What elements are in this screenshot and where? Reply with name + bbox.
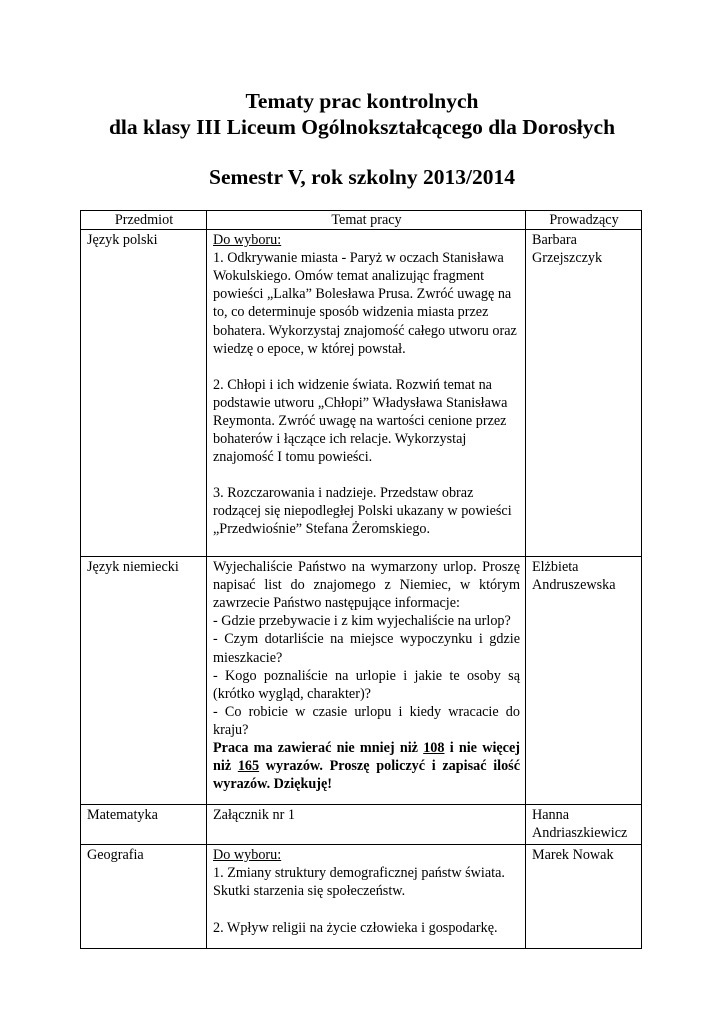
task-question: - Kogo poznaliście na urlopie i jakie te osoby są (krótko wygląd, charakter)? [213,667,520,702]
teacher-cell: Marek Nowak [526,845,642,949]
topic-cell [207,230,526,557]
header-topic: Temat pracy [207,211,526,230]
task-intro: Wyjechaliście Państwo na wymarzony urlop. Proszę napisać list do znajomego z Niemiec, w którym zawrzecie Państwo następujące informacje: [213,559,520,612]
teacher-cell: Elżbieta Andruszewska [526,557,642,805]
subject-cell: Język niemiecki [81,557,207,805]
min-word-count: 108 [423,740,445,757]
choice-label: Do wyboru: [213,232,282,249]
topic-item: 2. Chłopi i ich widzenie świata. Rozwiń temat na podstawie utworu „Chłopi” Władysława Stanisława Reymonta. Zwróć uwagę na wartości cenione przez bohaterów i łączące ich relacje. Wykorzystaj znajomość I tomu powieści. [213,376,508,466]
topic-cell [207,845,526,949]
semester-heading: Semestr V, rok szkolny 2013/2014 [208,165,515,189]
table-row-geography [81,845,642,949]
table-header-row [81,211,642,230]
table-row-polish [81,230,642,557]
task-question: - Czym dotarliście na miejsce wypoczynku i gdzie mieszkacie? [213,631,520,666]
topic-cell: Załącznik nr 1 [207,805,526,845]
subject-cell: Geografia [81,845,207,949]
choice-label: Do wyboru: [213,847,282,864]
teacher-cell: Barbara Grzejszczyk [526,230,642,557]
topic-item: 2. Wpływ religii na życie człowieka i gospodarkę. [213,919,498,936]
subject-cell: Matematyka [81,805,207,845]
subject-cell: Język polski [81,230,207,557]
topics-table [80,210,642,949]
task-question: - Gdzie przebywacie i z kim wyjechaliście na urlop? [213,613,511,630]
document-title-line-1: Tematy prac kontrolnych [245,89,479,113]
teacher-cell: Hanna Andriaszkiewicz [526,805,642,845]
topic-cell [207,557,526,805]
topic-item: 3. Rozczarowania i nadzieje. Przedstaw obraz rodzącej się niepodległej Polski ukazany w powieści „Przedwiośnie” Stefana Żeromskiego. [213,485,512,538]
max-word-count: 165 [237,758,260,775]
topic-item: 1. Zmiany struktury demograficznej państw świata. Skutki starzenia się społeczeństw. [213,865,505,900]
header-subject: Przedmiot [81,211,207,230]
document-title-line-2: dla klasy III Liceum Ogólnokształcącego dla Dorosłych [108,115,616,139]
table-row-math [81,805,642,845]
header-teacher: Prowadzący [526,211,642,230]
task-question: - Co robicie w czasie urlopu i kiedy wracacie do kraju? [213,703,520,738]
table-row-german [81,557,642,805]
word-count-requirement: Praca ma zawierać nie mniej niż 108 i nie więcej niż 165 wyrazów. Proszę policzyć i zapisać ilość wyrazów. Dziękuję! [213,740,521,793]
topic-item: 1. Odkrywanie miasta - Paryż w oczach Stanisława Wokulskiego. Omów temat analizując fragment powieści „Lalka” Bolesława Prusa. Zwróć uwagę na to, co determinuje sposób widzenia miasta przez bohatera. Wykorzystaj znajomość całego utworu oraz wiedzę o epoce, w której powstał. [213,250,517,357]
